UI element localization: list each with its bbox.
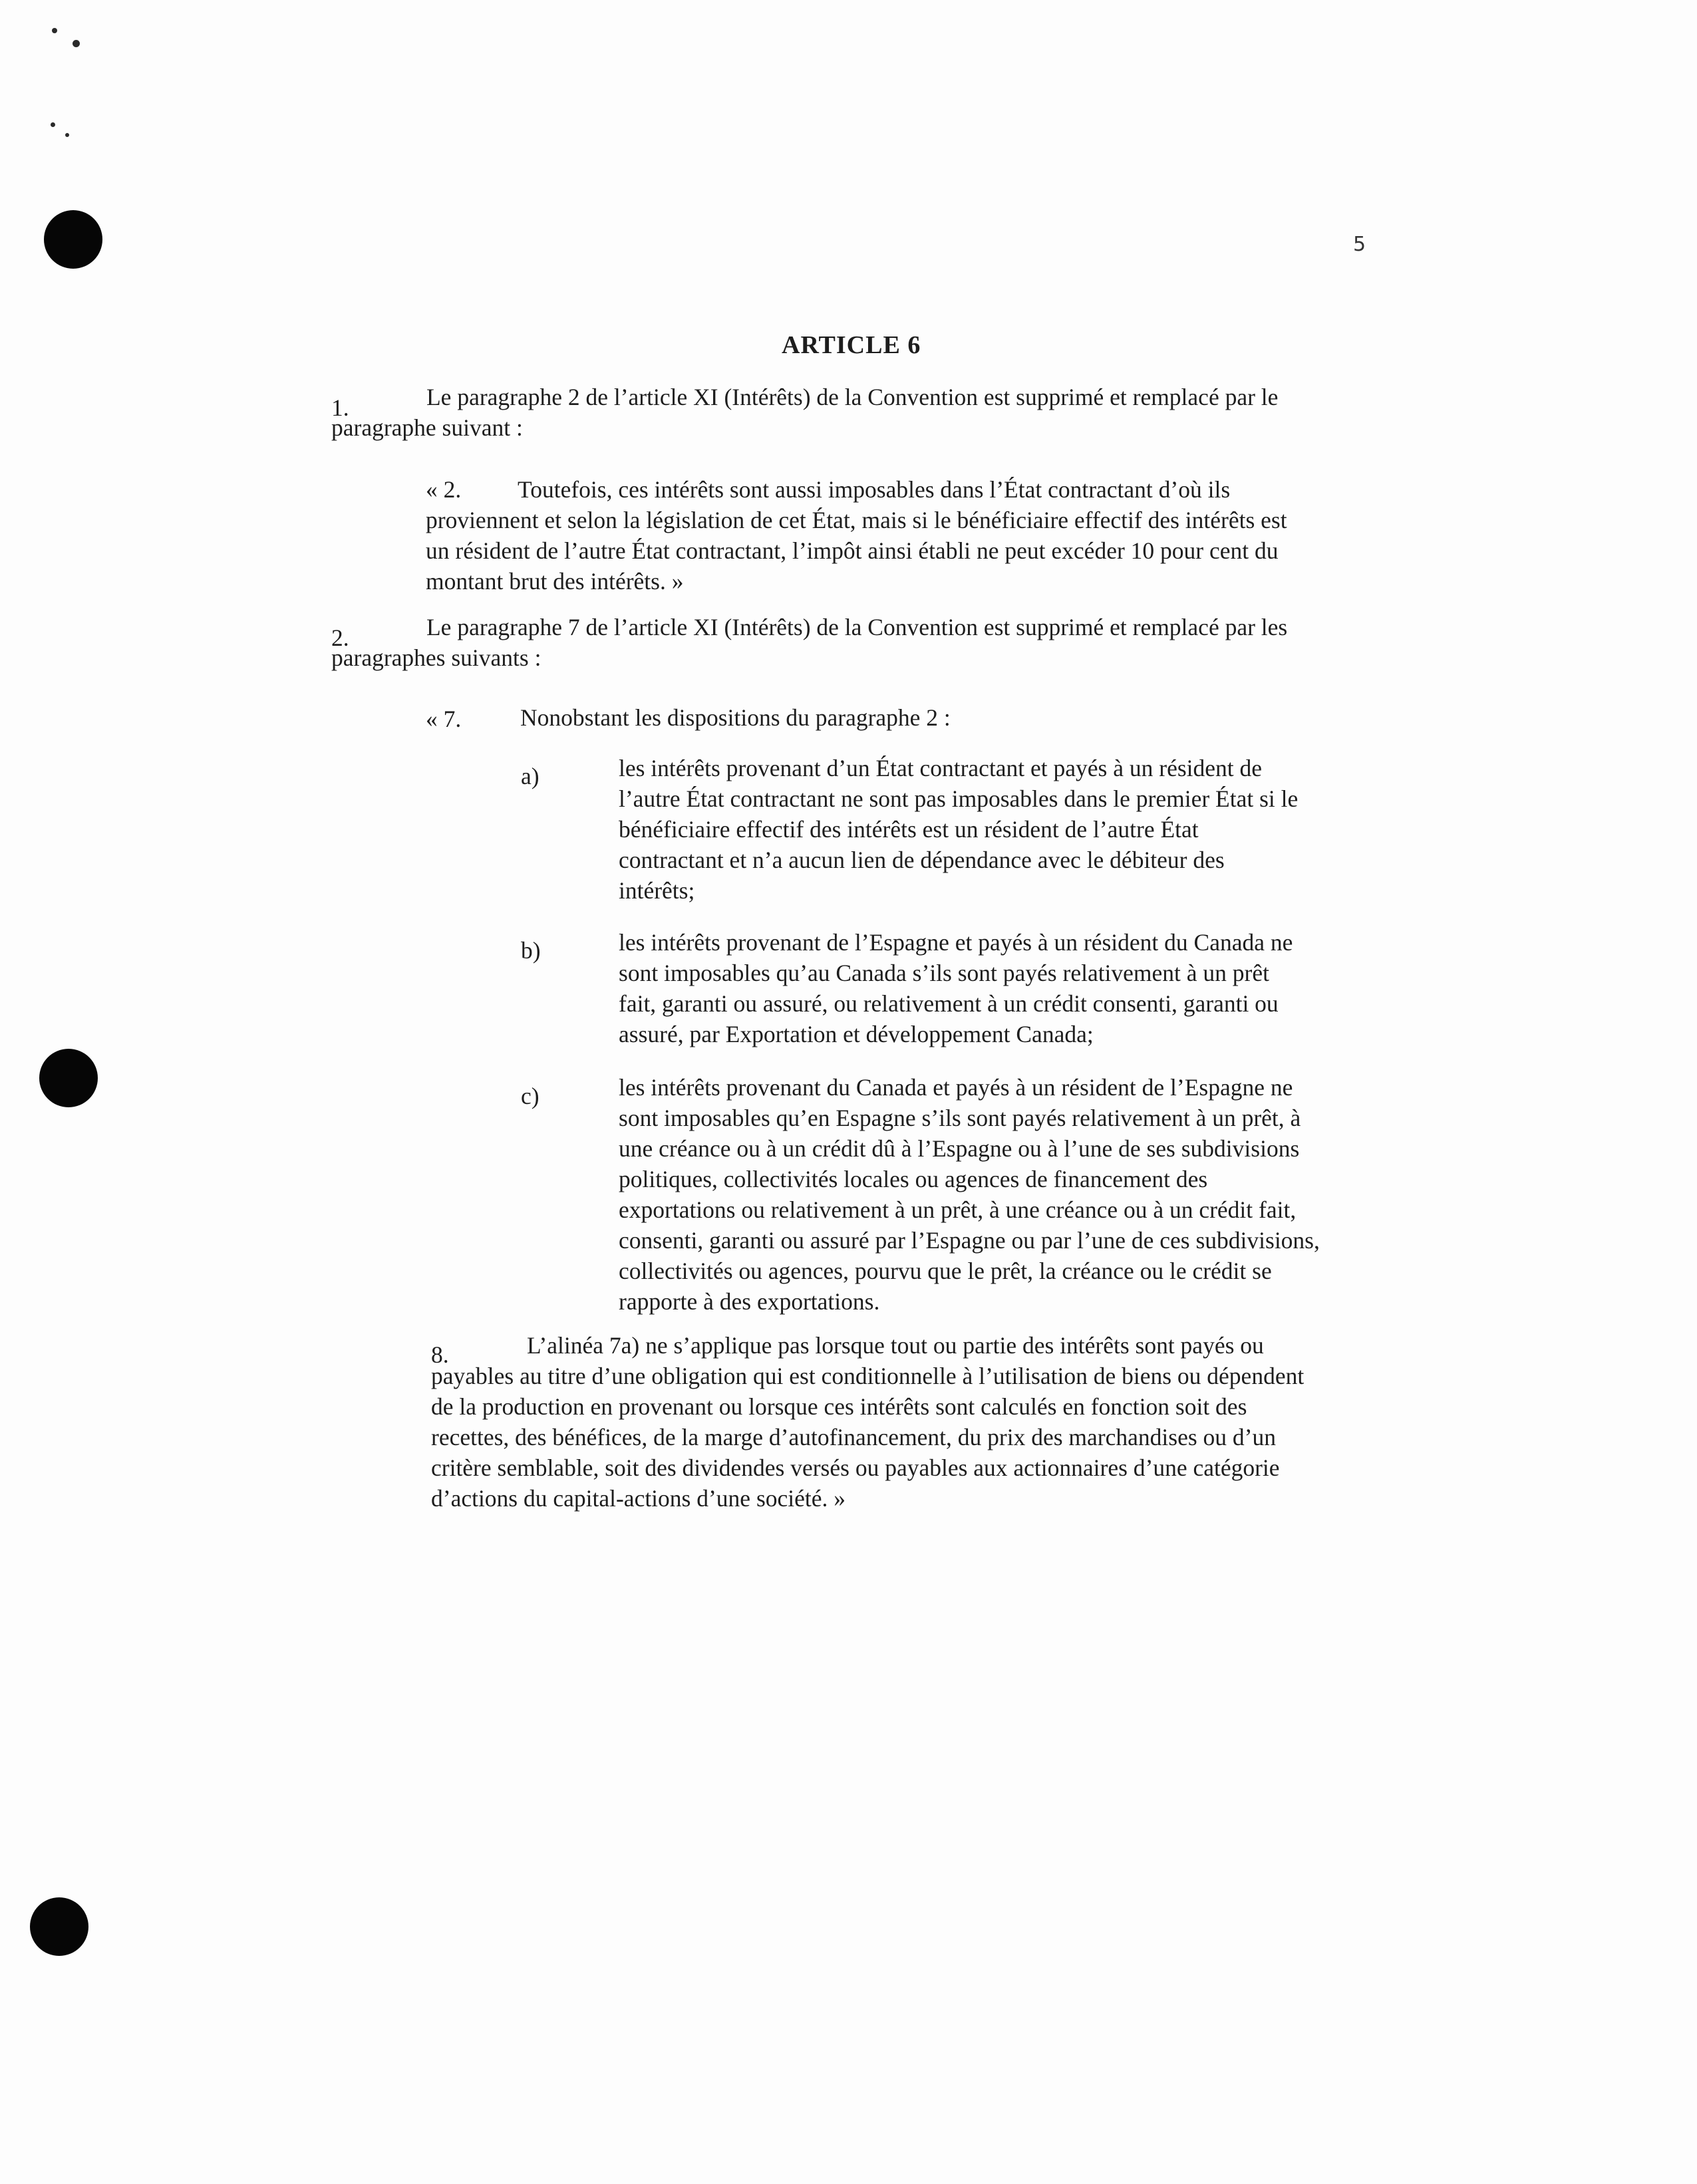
paragraph-1-line: paragraphe suivant :: [331, 414, 523, 441]
item-c-label: c): [521, 1083, 540, 1109]
hole-punch-bottom: [30, 1897, 88, 1956]
paragraph-8-number: 8.: [431, 1341, 449, 1368]
quoted-paragraph-2-line: proviennent et selon la législation de cet État, mais si le bénéficiaire effectif des intérêts est: [426, 507, 1287, 533]
item-c: [619, 1072, 1377, 1317]
item-c-line: consenti, garanti ou assuré par l’Espagne ou par l’une de ces subdivisions,: [619, 1227, 1320, 1254]
quoted-paragraph-2-line: un résident de l’autre État contractant, l’impôt ainsi établi ne peut excéder 10 pour cent du: [426, 537, 1279, 564]
paragraph-8-line: d’actions du capital-actions d’une société. »: [431, 1485, 846, 1512]
paragraph-8-line: critère semblable, soit des dividendes versés ou payables aux actionnaires d’une catégorie: [431, 1454, 1280, 1481]
item-c-line: politiques, collectivités locales ou agences de financement des: [619, 1166, 1208, 1192]
paragraph-2-line: paragraphes suivants :: [331, 644, 541, 671]
item-c-line: une créance ou à un crédit dû à l’Espagne ou à l’une de ses subdivisions: [619, 1135, 1300, 1162]
item-a-line: les intérêts provenant d’un État contractant et payés à un résident de: [619, 755, 1263, 781]
paragraph-1-line: Le paragraphe 2 de l’article XI (Intérêts) de la Convention est supprimé et remplacé par le: [426, 384, 1279, 410]
paragraph-8-line: recettes, des bénéfices, de la marge d’autofinancement, du prix des marchandises ou d’un: [431, 1424, 1276, 1450]
item-a: [619, 753, 1377, 906]
item-c-line: les intérêts provenant du Canada et payés à un résident de l’Espagne ne: [619, 1074, 1293, 1101]
item-a-line: contractant et n’a aucun lien de dépendance avec le débiteur des: [619, 847, 1225, 873]
paragraph-1: [331, 382, 1369, 443]
quoted-paragraph-2-number: « 2.: [426, 476, 462, 503]
hole-punch-middle: [39, 1049, 98, 1107]
hole-punch-top: [44, 210, 102, 269]
scan-speck: [73, 40, 80, 47]
scan-speck: [51, 122, 55, 127]
item-a-line: l’autre État contractant ne sont pas imposables dans le premier État si le: [619, 785, 1299, 812]
quoted-paragraph-2-line: montant brut des intérêts. »: [426, 568, 684, 595]
item-c-line: exportations ou relativement à un prêt, à une créance ou à un crédit fait,: [619, 1196, 1297, 1223]
quoted-paragraph-7-number: « 7.: [426, 706, 462, 732]
item-a-line: intérêts;: [619, 877, 695, 904]
paragraph-8-line: L’alinéa 7a) ne s’applique pas lorsque tout ou partie des intérêts sont payés ou: [527, 1332, 1264, 1359]
quoted-paragraph-2-line: Toutefois, ces intérêts sont aussi imposables dans l’État contractant d’où ils: [518, 476, 1231, 503]
item-c-line: collectivités ou agences, pourvu que le prêt, la créance ou le crédit se: [619, 1258, 1272, 1284]
item-b-line: sont imposables qu’au Canada s’ils sont payés relativement à un prêt: [619, 960, 1269, 986]
quoted-paragraph-7-text: Nonobstant les dispositions du paragraphe 2 :: [520, 704, 951, 731]
article-title: ARTICLE 6: [782, 331, 921, 359]
item-a-line: bénéficiaire effectif des intérêts est un résident de l’autre État: [619, 816, 1199, 843]
item-b-line: les intérêts provenant de l’Espagne et payés à un résident du Canada ne: [619, 929, 1293, 956]
paragraph-1-number: 1.: [331, 394, 349, 421]
item-b-line: assuré, par Exportation et développement Canada;: [619, 1021, 1094, 1047]
item-c-line: sont imposables qu’en Espagne s’ils sont payés relativement à un prêt, à: [619, 1105, 1301, 1131]
item-b-label: b): [521, 937, 541, 964]
paragraph-8-line: de la production en provenant ou lorsque ces intérêts sont calculés en fonction soit des: [431, 1393, 1247, 1420]
item-a-label: a): [521, 763, 540, 789]
quoted-paragraph-2: [426, 474, 1370, 597]
paragraph-2-line: Le paragraphe 7 de l’article XI (Intérêts) de la Convention est supprimé et remplacé par les: [426, 614, 1288, 640]
item-b: [619, 927, 1377, 1049]
paragraph-2: [331, 612, 1369, 673]
paragraph-8: [431, 1330, 1376, 1514]
item-c-line: rapporte à des exportations.: [619, 1288, 880, 1315]
scan-speck: [52, 28, 57, 33]
scan-speck: [65, 133, 69, 137]
item-b-line: fait, garanti ou assuré, ou relativement à un crédit consenti, garanti ou: [619, 990, 1279, 1017]
page-number: 5: [1353, 233, 1366, 256]
paragraph-2-number: 2.: [331, 624, 349, 651]
paragraph-8-line: payables au titre d’une obligation qui est conditionnelle à l’utilisation de biens ou dépendent: [431, 1363, 1305, 1389]
